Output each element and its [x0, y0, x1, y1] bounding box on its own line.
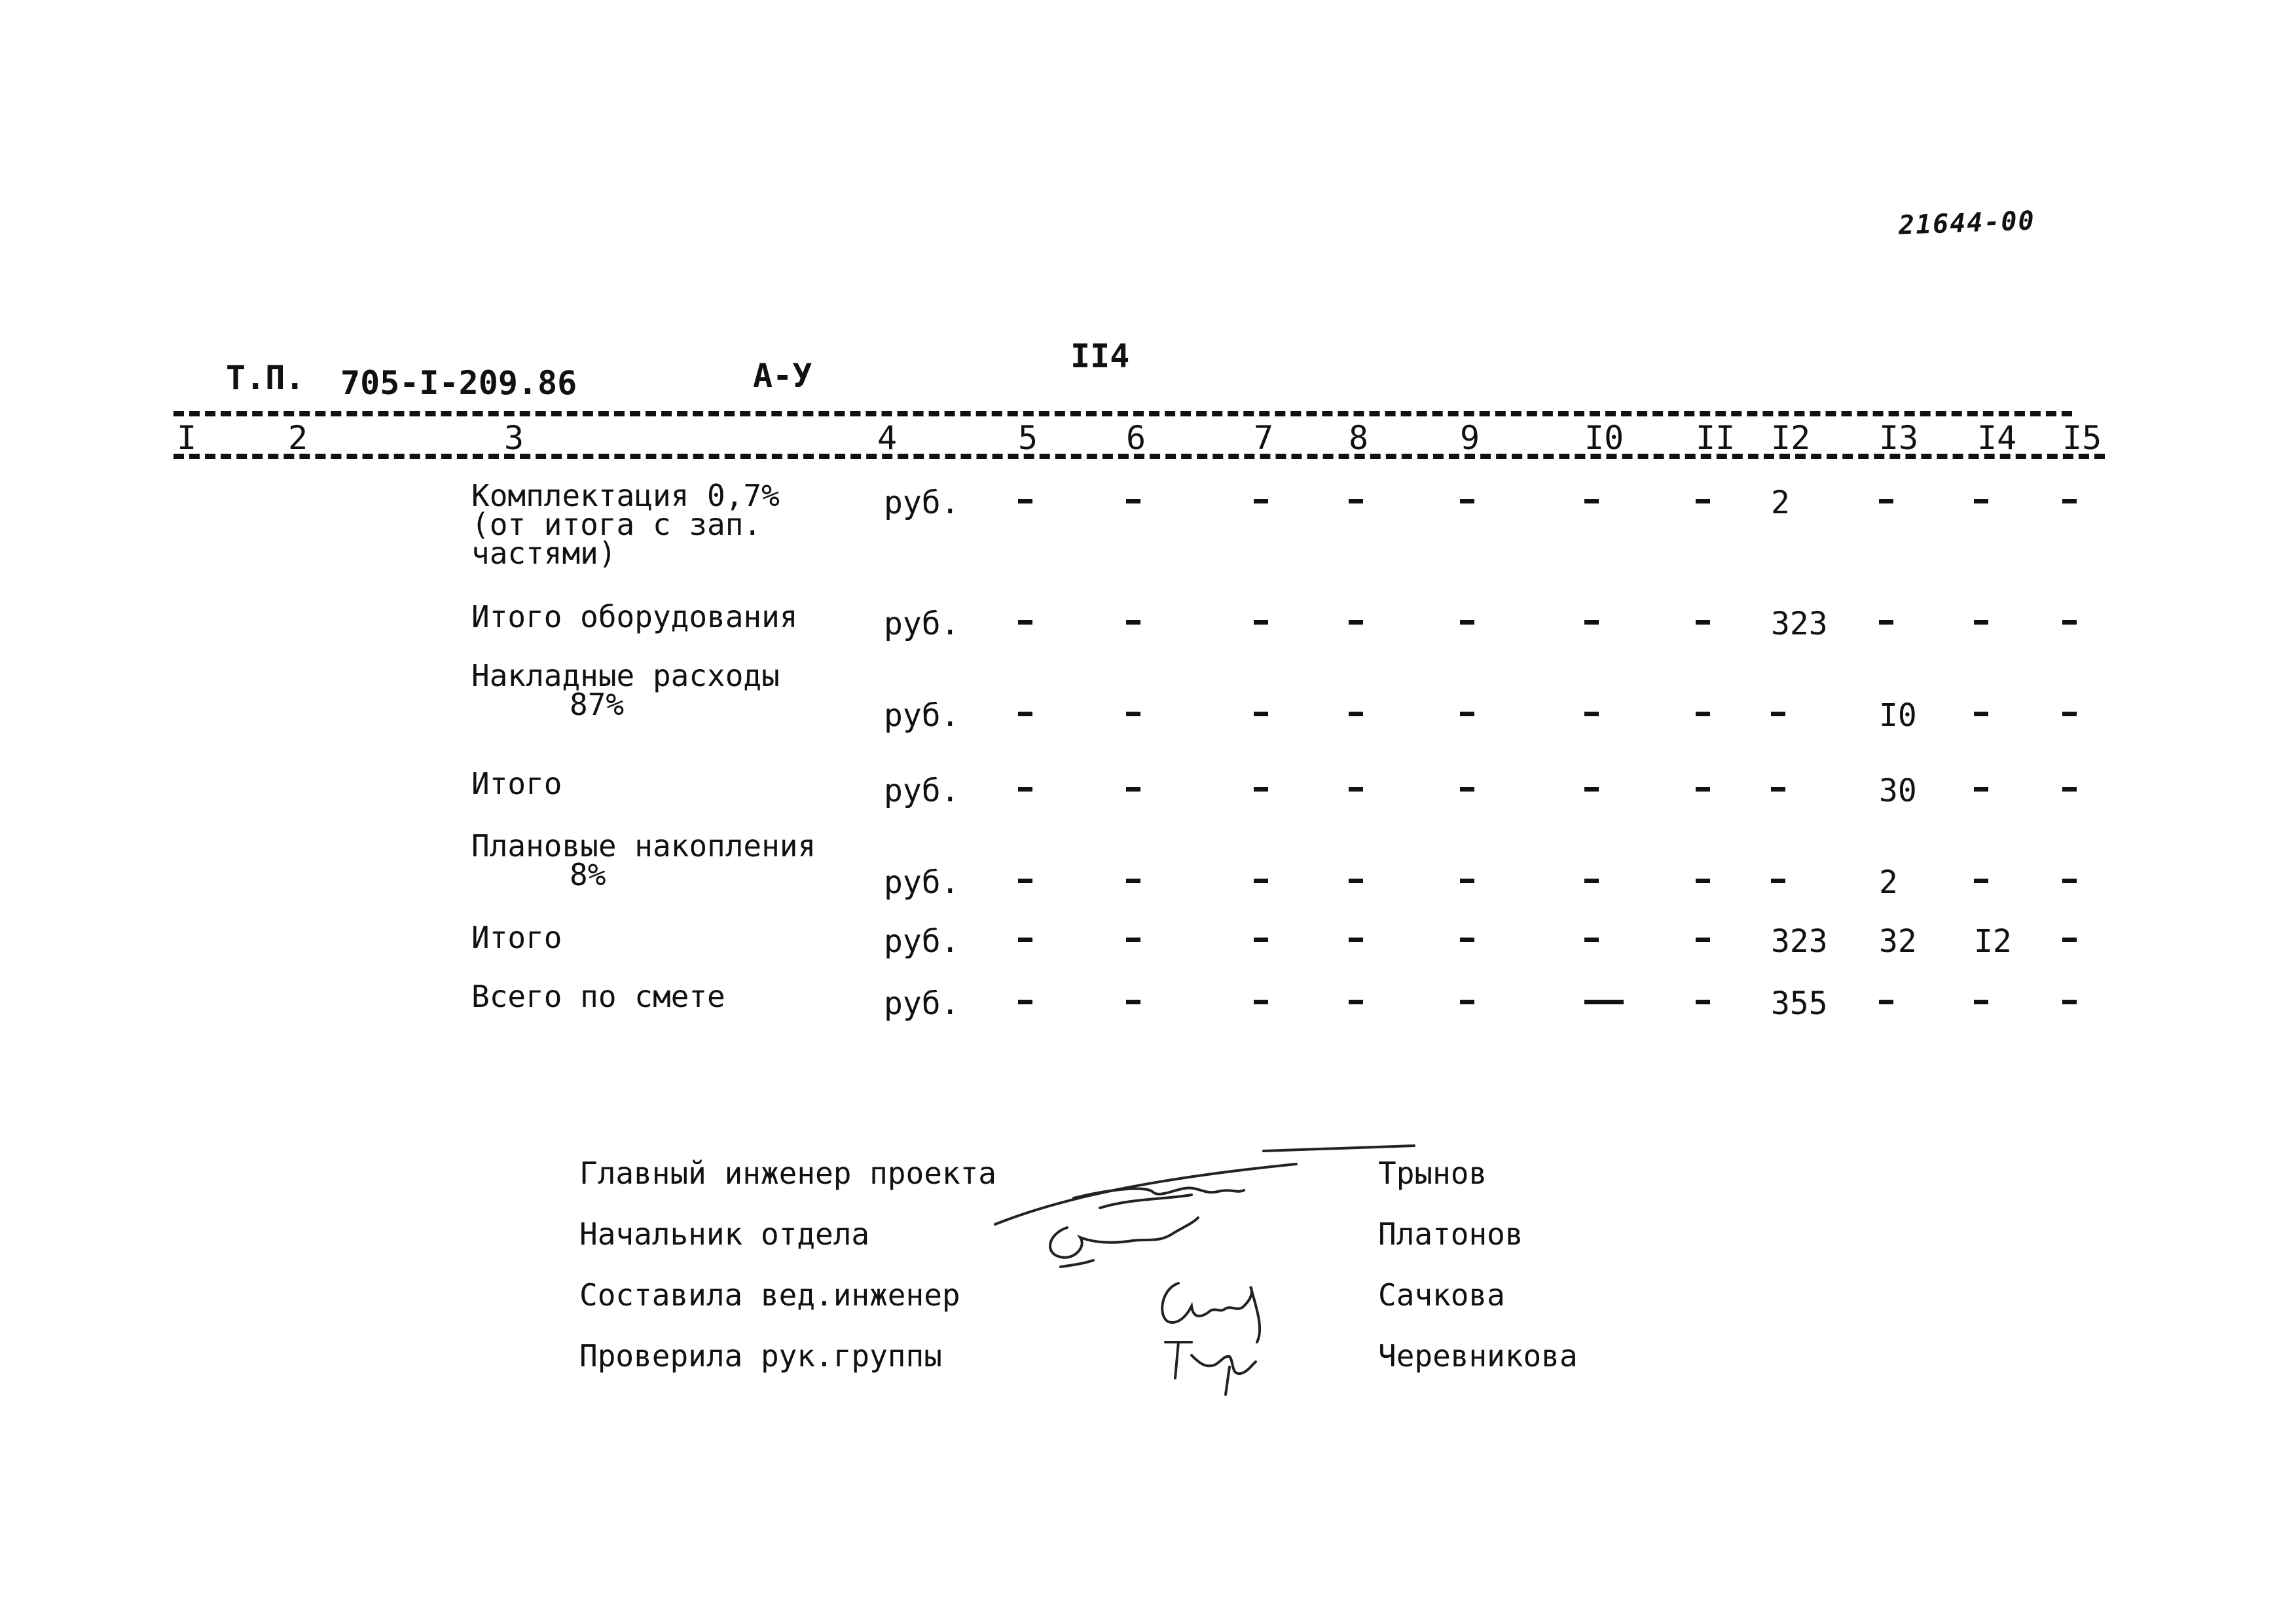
- empty-value-dash: [2062, 773, 2078, 805]
- empty-value-dash: [1460, 697, 1476, 730]
- dash-mark: [1460, 620, 1474, 625]
- dash-mark: [2062, 712, 2077, 716]
- empty-value-dash: [1349, 773, 1364, 805]
- signatory-role: Главный инженер проекта: [579, 1156, 996, 1191]
- empty-value-dash: [1126, 484, 1142, 517]
- column-number: 2: [288, 419, 308, 457]
- dash-mark: [1126, 620, 1140, 625]
- empty-value-dash: [1771, 697, 1787, 730]
- dash-mark: [1349, 938, 1363, 942]
- dash-mark: [1696, 620, 1710, 625]
- dash-mark: [1771, 879, 1785, 883]
- dash-mark: [1584, 938, 1599, 942]
- dash-mark: [1018, 879, 1032, 883]
- row-description: Итого: [471, 920, 562, 955]
- empty-value-dash: [1460, 484, 1476, 517]
- dash-mark: [1349, 712, 1363, 716]
- dash-mark: [1460, 787, 1474, 792]
- table-top-rule: [173, 411, 2072, 416]
- cell-value: I2: [1974, 923, 2012, 960]
- column-number: I5: [2062, 419, 2102, 457]
- dash-mark: [1126, 879, 1140, 883]
- empty-value-dash: [1974, 606, 1990, 638]
- dash-mark: [1018, 1000, 1032, 1004]
- empty-value-dash: [1126, 985, 1142, 1018]
- handwritten-signatures: [982, 1126, 1427, 1401]
- dash-mark: [1126, 1000, 1140, 1004]
- row-description: Комплектация 0,7%: [471, 478, 780, 513]
- empty-value-dash: [1974, 985, 1990, 1018]
- dash-mark: [1018, 499, 1032, 503]
- empty-value-dash: [1460, 923, 1476, 956]
- column-number: 9: [1460, 419, 1480, 457]
- cell-value: 32: [1879, 923, 1917, 960]
- dash-mark: [1696, 879, 1710, 883]
- dash-mark: [1584, 499, 1599, 503]
- empty-value-dash: [1460, 985, 1476, 1018]
- row-description: 87%: [570, 687, 625, 722]
- empty-value-dash: [1584, 484, 1600, 517]
- empty-value-dash: [1696, 864, 1711, 897]
- signatory-role: Начальник отдела: [579, 1216, 870, 1252]
- dash-mark: [1254, 1000, 1268, 1004]
- empty-value-dash: [1584, 864, 1600, 897]
- empty-value-dash: [1126, 923, 1142, 956]
- project-code-prefix: Т.П.: [226, 359, 305, 397]
- dash-mark: [1974, 712, 1988, 716]
- empty-value-dash: [1126, 606, 1142, 638]
- dash-mark: [1126, 499, 1140, 503]
- row-unit: руб.: [884, 484, 960, 521]
- column-number: 5: [1018, 419, 1038, 457]
- dash-mark: [1974, 620, 1988, 625]
- empty-value-dash: [1018, 864, 1034, 897]
- row-unit: руб.: [884, 697, 960, 734]
- empty-value-dash: [1771, 773, 1787, 805]
- empty-value-dash: [1460, 864, 1476, 897]
- empty-value-dash: [1018, 484, 1034, 517]
- section-label: А-У: [753, 357, 812, 395]
- row-description: Накладные расходы: [471, 658, 780, 693]
- cell-value: 355: [1771, 985, 1828, 1022]
- empty-value-dash: [1254, 484, 1269, 517]
- empty-value-dash: [1696, 923, 1711, 956]
- column-number: I2: [1771, 419, 1811, 457]
- column-number: II: [1696, 419, 1736, 457]
- dash-mark: [1460, 712, 1474, 716]
- column-number: I3: [1879, 419, 1919, 457]
- dash-mark: [1974, 1000, 1988, 1004]
- empty-value-dash: [1584, 985, 1624, 1018]
- empty-value-dash: [1018, 697, 1034, 730]
- dash-mark: [1696, 712, 1710, 716]
- dash-mark: [1018, 938, 1032, 942]
- empty-value-dash: [1349, 697, 1364, 730]
- dash-mark: [1254, 879, 1268, 883]
- column-number: I0: [1584, 419, 1624, 457]
- dash-mark: [1584, 1000, 1624, 1004]
- cell-value: 2: [1771, 484, 1790, 521]
- project-code: 705-I-209.86: [340, 364, 577, 402]
- signatory-name: Черевникова: [1378, 1338, 1578, 1374]
- dash-mark: [1018, 787, 1032, 792]
- dash-mark: [1460, 499, 1474, 503]
- dash-mark: [1696, 787, 1710, 792]
- dash-mark: [1126, 938, 1140, 942]
- dash-mark: [1254, 787, 1268, 792]
- signatory-name: Трынов: [1378, 1156, 1487, 1191]
- empty-value-dash: [1018, 606, 1034, 638]
- empty-value-dash: [1974, 864, 1990, 897]
- dash-mark: [1584, 620, 1599, 625]
- column-number: I: [177, 419, 197, 457]
- empty-value-dash: [1974, 484, 1990, 517]
- dash-mark: [1974, 879, 1988, 883]
- empty-value-dash: [1018, 985, 1034, 1018]
- dash-mark: [2062, 938, 2077, 942]
- dash-mark: [2062, 620, 2077, 625]
- empty-value-dash: [1254, 985, 1269, 1018]
- row-description: Итого оборудования: [471, 599, 798, 634]
- dash-mark: [1254, 938, 1268, 942]
- empty-value-dash: [1349, 864, 1364, 897]
- empty-value-dash: [1879, 985, 1895, 1018]
- dash-mark: [1879, 620, 1893, 625]
- empty-value-dash: [1126, 864, 1142, 897]
- empty-value-dash: [1349, 606, 1364, 638]
- row-unit: руб.: [884, 985, 960, 1022]
- empty-value-dash: [1584, 773, 1600, 805]
- dash-mark: [1584, 712, 1599, 716]
- empty-value-dash: [1126, 773, 1142, 805]
- empty-value-dash: [2062, 484, 2078, 517]
- column-number: 6: [1126, 419, 1146, 457]
- corner-archive-note: 21644-00: [1898, 206, 2036, 241]
- empty-value-dash: [1018, 773, 1034, 805]
- row-description: частями): [471, 536, 617, 571]
- empty-value-dash: [1974, 697, 1990, 730]
- dash-mark: [1879, 1000, 1893, 1004]
- dash-mark: [1696, 499, 1710, 503]
- row-unit: руб.: [884, 864, 960, 901]
- row-description: Плановые накопления: [471, 828, 816, 864]
- column-number: 4: [877, 419, 898, 457]
- dash-mark: [1349, 1000, 1363, 1004]
- dash-mark: [1696, 1000, 1710, 1004]
- dash-mark: [1771, 712, 1785, 716]
- dash-mark: [1349, 879, 1363, 883]
- empty-value-dash: [2062, 606, 2078, 638]
- dash-mark: [1879, 499, 1893, 503]
- dash-mark: [1254, 620, 1268, 625]
- row-description: (от итога с зап.: [471, 507, 762, 542]
- column-number: 3: [504, 419, 524, 457]
- dash-mark: [1696, 938, 1710, 942]
- dash-mark: [1771, 787, 1785, 792]
- cell-value: 30: [1879, 773, 1917, 809]
- dash-mark: [2062, 499, 2077, 503]
- cell-value: 323: [1771, 606, 1828, 642]
- empty-value-dash: [1584, 606, 1600, 638]
- dash-mark: [1584, 787, 1599, 792]
- empty-value-dash: [1349, 923, 1364, 956]
- empty-value-dash: [1254, 606, 1269, 638]
- signatory-name: Сачкова: [1378, 1277, 1505, 1313]
- empty-value-dash: [2062, 985, 2078, 1018]
- empty-value-dash: [1349, 985, 1364, 1018]
- dash-mark: [1974, 499, 1988, 503]
- dash-mark: [1460, 879, 1474, 883]
- dash-mark: [1254, 499, 1268, 503]
- dash-mark: [2062, 1000, 2077, 1004]
- empty-value-dash: [1460, 773, 1476, 805]
- row-unit: руб.: [884, 773, 960, 809]
- dash-mark: [1018, 620, 1032, 625]
- empty-value-dash: [1879, 606, 1895, 638]
- empty-value-dash: [1696, 985, 1711, 1018]
- empty-value-dash: [1254, 773, 1269, 805]
- empty-value-dash: [1254, 923, 1269, 956]
- empty-value-dash: [1974, 773, 1990, 805]
- empty-value-dash: [1696, 773, 1711, 805]
- dash-mark: [1584, 879, 1599, 883]
- cell-value: 2: [1879, 864, 1898, 901]
- signatory-role: Составила вед.инженер: [579, 1277, 960, 1313]
- empty-value-dash: [1254, 864, 1269, 897]
- empty-value-dash: [2062, 864, 2078, 897]
- signatory-name: Платонов: [1378, 1216, 1523, 1252]
- row-description: Итого: [471, 766, 562, 801]
- page-number: II4: [1070, 337, 1130, 375]
- empty-value-dash: [1349, 484, 1364, 517]
- column-number: 7: [1254, 419, 1274, 457]
- column-number: 8: [1349, 419, 1369, 457]
- dash-mark: [1460, 938, 1474, 942]
- row-unit: руб.: [884, 923, 960, 960]
- cell-value: I0: [1879, 697, 1917, 734]
- dash-mark: [1349, 499, 1363, 503]
- empty-value-dash: [2062, 697, 2078, 730]
- cell-value: 323: [1771, 923, 1828, 960]
- empty-value-dash: [1584, 923, 1600, 956]
- empty-value-dash: [2062, 923, 2078, 956]
- row-description: 8%: [570, 857, 606, 892]
- dash-mark: [1349, 787, 1363, 792]
- empty-value-dash: [1696, 606, 1711, 638]
- dash-mark: [2062, 787, 2077, 792]
- signatory-role: Проверила рук.группы: [579, 1338, 942, 1374]
- row-unit: руб.: [884, 606, 960, 642]
- empty-value-dash: [1696, 484, 1711, 517]
- empty-value-dash: [1584, 697, 1600, 730]
- dash-mark: [1126, 712, 1140, 716]
- dash-mark: [1460, 1000, 1474, 1004]
- empty-value-dash: [1696, 697, 1711, 730]
- empty-value-dash: [1126, 697, 1142, 730]
- row-description: Всего по смете: [471, 979, 725, 1014]
- empty-value-dash: [1254, 697, 1269, 730]
- dash-mark: [2062, 879, 2077, 883]
- column-number: I4: [1977, 419, 2017, 457]
- empty-value-dash: [1879, 484, 1895, 517]
- dash-mark: [1018, 712, 1032, 716]
- dash-mark: [1974, 787, 1988, 792]
- dash-mark: [1254, 712, 1268, 716]
- empty-value-dash: [1771, 864, 1787, 897]
- dash-mark: [1126, 787, 1140, 792]
- dash-mark: [1349, 620, 1363, 625]
- empty-value-dash: [1460, 606, 1476, 638]
- empty-value-dash: [1018, 923, 1034, 956]
